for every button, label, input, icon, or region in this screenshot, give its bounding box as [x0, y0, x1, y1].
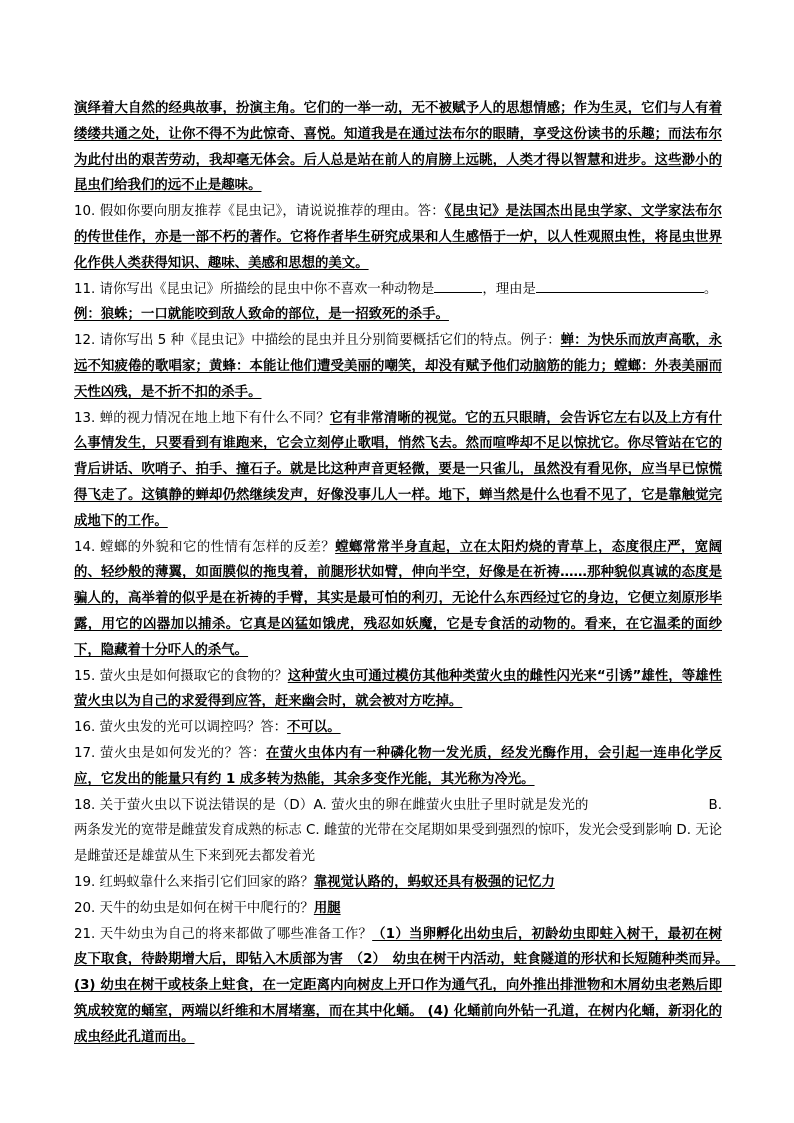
- question-18: [74, 793, 722, 870]
- answer-text: 不可以。: [287, 720, 341, 736]
- answer-text: 《昆虫记》是法国杰出昆虫学家、文学家法布尔的传世佳作，亦是一部不朽的著作。它将作者毕生研究成果和人生感悟于一炉，以人性观照虫性，将昆虫世界化作供人类获得知识、趣味、美感和思想的美文。: [74, 204, 722, 271]
- options-b-d: B. 两条发光的宽带是雌萤发育成熟的标志 C. 雌萤的光带在交尾期如果受到强烈的惊吓，发光会受到影响 D. 无论是雌萤还是雄萤从生下来到死去都发着光: [74, 797, 722, 865]
- question-text: 11. 请你写出《昆虫记》所描绘的昆虫中你不喜欢一种动物是: [74, 281, 435, 297]
- question-text: 16. 萤火虫发的光可以调控吗？答：: [74, 720, 288, 736]
- answer-text: 靠视觉认路的，蚂蚁还具有极强的记忆力: [313, 874, 555, 890]
- question-text: 。: [703, 281, 718, 297]
- question-text: ，理由是: [482, 281, 536, 297]
- answer-text: （1）当卵孵化出幼虫后，初龄幼虫即蛀入树干，最初在树皮下取食，待龄期增大后，即钻入木质部为害 （2） 幼虫在树干内活动，蛀食隧道的形状和长短随种类而异。 (3) 幼虫在树干或枝条上蛀食，在一定距离内向树皮上开口作为通气孔，向外推出排泄物和木屑幼虫老熟后即筑成较宽的蛹室，两端以纤维和木屑堵塞，而在其中化蛹。 (4) 化蛹前向外钻一孔道，在树内化蛹，新羽化的成虫经此孔道而出。: [74, 926, 736, 1045]
- question-text: 18. 关于萤火虫以下说法错误的是（D）: [74, 797, 314, 813]
- question-11: [74, 277, 722, 329]
- question-text: 19. 红蚂蚁靠什么来指引它们回家的路？: [74, 874, 314, 890]
- question-text: 10. 假如你要向朋友推荐《昆虫记》，请说说推荐的理由。答：: [74, 204, 445, 220]
- question-12: [74, 328, 722, 405]
- answer-blank: [434, 278, 482, 293]
- question-17: [74, 741, 722, 793]
- question-10: [74, 199, 722, 276]
- question-text: 12. 请你写出 5 种《昆虫记》中描绘的昆虫并且分别简要概括它们的特点。例子：: [74, 333, 561, 349]
- answer-text: 螳螂常常半身直起，立在太阳灼烧的青草上，态度很庄严，宽阔的、轻纱般的薄翼，如面膜似的拖曳着，前腿形状如臂，伸向半空，好像是在祈祷……那种貌似真诚的态度是骗人的，高举着的似乎是在祈祷的手臂，其实是最可怕的利刃，无论什么东西经过它的身边，它便立刻原形毕露，用它的凶器加以捕杀。它真是凶猛如饿虎，残忍如妖魔，它是专食活的动物的。看来，在它温柔的面纱下，隐藏着十分吓人的杀气。: [74, 539, 722, 658]
- option-a: A. 萤火虫的卵在雌萤火虫肚子里时就是发光的: [313, 797, 589, 813]
- answer-text: 这种萤火虫可通过模仿其他种类萤火虫的雌性闪光来“引诱”雄性，等雄性萤火虫以为自己的求爱得到应答，赶来幽会时，就会被对方吃掉。: [74, 668, 722, 710]
- question-text: 17. 萤火虫是如何发光的？答：: [74, 745, 266, 761]
- question-21: [74, 922, 736, 1051]
- question-text: 20. 天牛的幼虫是如何在树干中爬行的？: [74, 900, 314, 916]
- question-20: [74, 896, 722, 922]
- question-14: [74, 535, 722, 664]
- answer-text: 蝉：为快乐而放声高歌，永远不知疲倦的歌唱家；黄蜂：本能让他们遭受美丽的嘲笑，却没有赋予他们动脑筋的能力；螳螂：外表美丽而天性凶残，是不折不扣的杀手。: [74, 333, 722, 400]
- question-16: [74, 715, 722, 741]
- intro-paragraph: [74, 96, 722, 199]
- answer-text: 在萤火虫体内有一种磷化物一发光质，经发光酶作用，会引起一连串化学反应，它发出的能量只有约 1 成多转为热能，其余多变作光能，其光称为冷光。: [74, 745, 722, 787]
- question-19: [74, 870, 722, 896]
- answer-blank: [536, 278, 704, 293]
- question-text: 14. 螳螂的外貌和它的性情有怎样的反差？: [74, 539, 336, 555]
- question-text: 21. 天牛幼虫为自己的将来都做了哪些准备工作？: [74, 926, 373, 942]
- answer-text: 例：狼蛛；一口就能咬到敌人致命的部位，是一招致死的杀手。: [74, 307, 449, 323]
- question-13: [74, 406, 722, 535]
- answer-text: 它有非常清晰的视觉。它的五只眼睛，会告诉它左右以及上方有什么事情发生，只要看到有谁跑来，它会立刻停止歌唱，悄然飞去。然而喧哗却不足以惊扰它。你尽管站在它的背后讲话、吹哨子、拍手、撞石子。就是比这种声音更轻微，要是一只雀儿，虽然没有看见你，应当早已惊慌得飞走了。这镇静的蝉却仍然继续发声，好像没事儿人一样。地下，蝉当然是什么也看不见了，它是靠触觉完成地下的工作。: [74, 410, 722, 529]
- answer-text: 用腿: [313, 900, 341, 916]
- question-15: [74, 664, 722, 716]
- question-text: 13. 蝉的视力情况在地上地下有什么不同？: [74, 410, 330, 426]
- intro-answer: 演绎着大自然的经典故事，扮演主角。它们的一举一动，无不被赋予人的思想情感；作为生灵，它们与人有着缕缕共通之处，让你不得不为此惊奇、喜悦。知道我是在通过法布尔的眼睛，享受这份读书的乐趣；而法布尔为此付出的艰苦劳动，我却毫无体会。后人总是站在前人的肩膀上远眺，人类才得以智慧和进步。这些渺小的昆虫们给我们的远不止是趣味。: [74, 101, 722, 194]
- question-text: 15. 萤火虫是如何摄取它的食物的？: [74, 668, 288, 684]
